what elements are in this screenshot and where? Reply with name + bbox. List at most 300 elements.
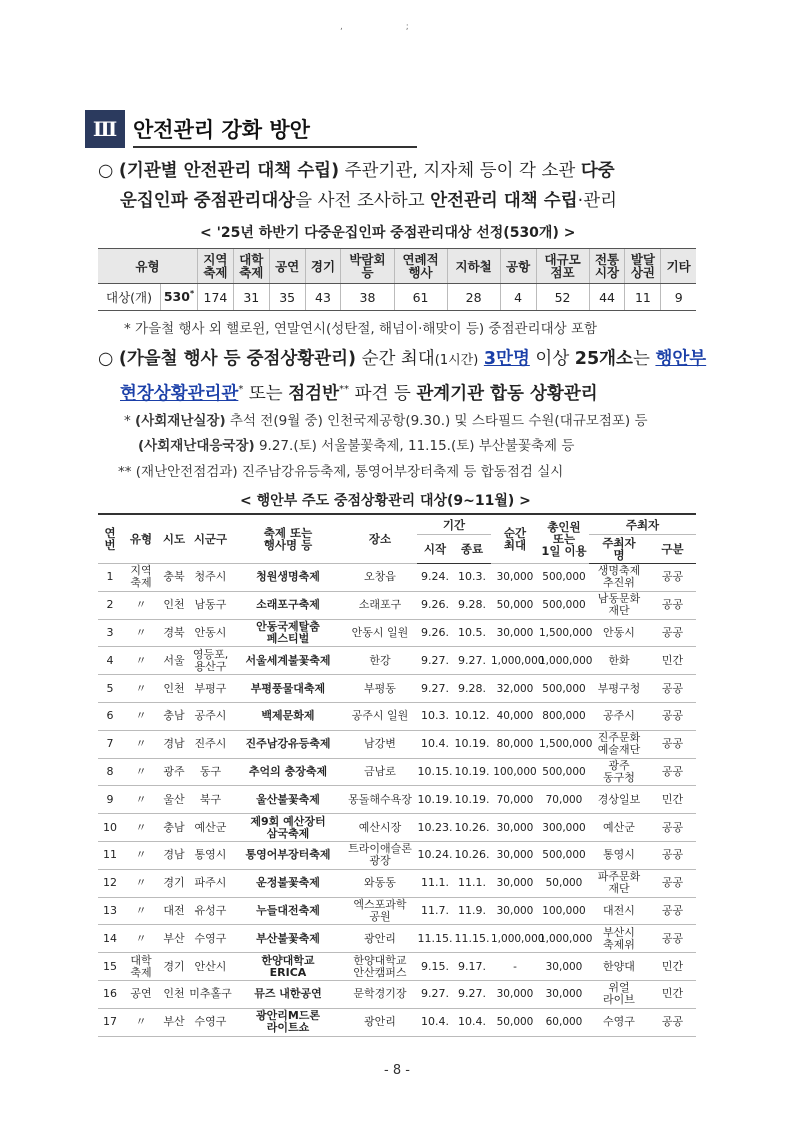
cell-start: 11.15. <box>417 925 453 953</box>
cell-event: 운정불꽃축제 <box>233 869 343 897</box>
cell-sido: 광주 <box>160 758 188 786</box>
cell-place: 공주시 일원 <box>343 702 417 730</box>
t1-header-col: 전통 시장 <box>589 249 625 284</box>
cell-start: 10.4. <box>417 1008 453 1036</box>
cell-type: 〃 <box>122 675 160 703</box>
cell-type: 〃 <box>122 925 160 953</box>
cell-place: 남강변 <box>343 730 417 758</box>
cell-type: 〃 <box>122 786 160 814</box>
cell-end: 10.26. <box>453 841 491 869</box>
cell-type: 〃 <box>122 619 160 647</box>
target-count-table <box>98 248 696 311</box>
cell-total: 100,000 <box>539 897 589 925</box>
section-title: 안전관리 강화 방안 <box>133 118 310 142</box>
cell-end: 9.17. <box>453 953 491 981</box>
cell-sigungu: 청주시 <box>188 564 233 592</box>
cell-sigungu: 예산군 <box>188 814 233 842</box>
cell-place: 한양대학교 안산캠퍼스 <box>343 953 417 981</box>
t1-value-cell: 11 <box>625 284 661 311</box>
cell-type: 지역 축제 <box>122 564 160 592</box>
cell-class: 공공 <box>649 1008 696 1036</box>
table-row <box>98 758 696 786</box>
t1-value-cell: 31 <box>233 284 269 311</box>
header-host-name: 주최자 명 <box>589 535 649 564</box>
p2-text-5: 파견 등 <box>349 383 417 404</box>
cell-event: 진주남강유등축제 <box>233 730 343 758</box>
table-1-header-row <box>98 249 696 284</box>
cell-sido: 울산 <box>160 786 188 814</box>
t1-value-cell: 61 <box>394 284 447 311</box>
cell-total: 800,000 <box>539 702 589 730</box>
cell-sigungu: 유성구 <box>188 897 233 925</box>
cell-place: 부평동 <box>343 675 417 703</box>
cell-start: 9.26. <box>417 619 453 647</box>
p2-25: 25개소 <box>574 349 633 369</box>
p1-text: 주관기관, 지자체 등이 각 소관 <box>339 161 581 181</box>
cell-sigungu: 안동시 <box>188 619 233 647</box>
header-end: 종료 <box>453 535 491 564</box>
p2-sup-1: * <box>238 384 244 395</box>
cell-end: 9.27. <box>453 980 491 1008</box>
cell-type: 〃 <box>122 869 160 897</box>
cell-peak: 40,000 <box>491 702 539 730</box>
total-mark: * <box>189 289 195 299</box>
cell-sigungu: 남동구 <box>188 591 233 619</box>
cell-start: 9.15. <box>417 953 453 981</box>
p1-emph-3: 안전관리 대책 수립 <box>430 191 578 211</box>
note-3: ** (재난안전점검과) 진주남강유등축제, 통영어부장터축제 등 합동점검 실시 <box>118 464 564 480</box>
cell-event: 추억의 충장축제 <box>233 758 343 786</box>
cell-peak: 50,000 <box>491 591 539 619</box>
table-row <box>98 1008 696 1036</box>
p1-emph-2: 운집인파 중점관리대상 <box>120 191 296 211</box>
cell-total: 1,000,000 <box>539 647 589 675</box>
cell-total: 1,500,000 <box>539 730 589 758</box>
t1-header-col: 공연 <box>269 249 305 284</box>
table-row <box>98 897 696 925</box>
header-period: 기간 <box>417 514 491 535</box>
cell-type: 〃 <box>122 702 160 730</box>
cell-sigungu: 수영구 <box>188 925 233 953</box>
cell-end: 11.1. <box>453 869 491 897</box>
p2-heading: (가을철 행사 등 중점상황관리) <box>118 349 356 369</box>
t1-value-cell: 4 <box>500 284 536 311</box>
cell-start: 9.24. <box>417 564 453 592</box>
cell-class: 공공 <box>649 814 696 842</box>
cell-host: 한양대 <box>589 953 649 981</box>
cell-host: 생명축제 추진위 <box>589 564 649 592</box>
cell-place: 엑스포과학 공원 <box>343 897 417 925</box>
page-number: - 8 - <box>384 1063 410 1078</box>
cell-no: 2 <box>98 591 122 619</box>
cell-place: 소래포구 <box>343 591 417 619</box>
cell-start: 9.27. <box>417 980 453 1008</box>
cell-start: 9.26. <box>417 591 453 619</box>
table-row <box>98 786 696 814</box>
cell-total: 500,000 <box>539 758 589 786</box>
p1-heading: (기관별 안전관리 대책 수립) <box>118 161 340 181</box>
cell-sigungu: 동구 <box>188 758 233 786</box>
paragraph-2-line-1 <box>98 344 706 376</box>
header-event: 축제 또는 행사명 등 <box>233 514 343 564</box>
cell-total: 60,000 <box>539 1008 589 1036</box>
cell-peak: 80,000 <box>491 730 539 758</box>
total-value: 530 <box>163 289 190 305</box>
header-sido: 시도 <box>160 514 188 564</box>
cell-no: 15 <box>98 953 122 981</box>
p2-team: 점검반 <box>288 383 339 404</box>
cell-class: 공공 <box>649 675 696 703</box>
cell-sigungu: 공주시 <box>188 702 233 730</box>
cell-no: 13 <box>98 897 122 925</box>
paragraph-1-line-2 <box>120 186 617 217</box>
cell-no: 4 <box>98 647 122 675</box>
cell-event: 소래포구축제 <box>233 591 343 619</box>
cell-host: 통영시 <box>589 841 649 869</box>
cell-total: 70,000 <box>539 786 589 814</box>
cell-no: 10 <box>98 814 122 842</box>
table-row <box>98 869 696 897</box>
cell-sigungu: 파주시 <box>188 869 233 897</box>
cell-event: 광안리M드론 라이트쇼 <box>233 1008 343 1036</box>
table-row <box>98 730 696 758</box>
header-total: 총인원 또는 1일 이용 <box>539 514 589 564</box>
cell-class: 공공 <box>649 730 696 758</box>
header-place: 장소 <box>343 514 417 564</box>
scan-marks: , ; <box>340 22 439 32</box>
note-2-text-2: 9.27.(토) 서울불꽃축제, 11.15.(토) 부산불꽃축제 등 <box>254 438 575 454</box>
t1-header-col: 지하철 <box>447 249 500 284</box>
cell-type: 〃 <box>122 730 160 758</box>
t1-value-cell: 52 <box>536 284 589 311</box>
cell-class: 민간 <box>649 953 696 981</box>
table-row <box>98 675 696 703</box>
note-2-dept-1: (사회재난실장) <box>135 413 226 429</box>
t1-header-col: 경기 <box>305 249 341 284</box>
cell-type: 〃 <box>122 647 160 675</box>
cell-place: 안동시 일원 <box>343 619 417 647</box>
p2-text-4: 또는 <box>243 383 289 404</box>
p2-text-2: 이상 <box>529 349 575 369</box>
header-sigungu: 시군구 <box>188 514 233 564</box>
cell-sido: 충남 <box>160 814 188 842</box>
cell-place: 광안리 <box>343 1008 417 1036</box>
cell-sido: 인천 <box>160 980 188 1008</box>
event-management-table <box>98 513 696 1037</box>
cell-total: 1,000,000 <box>539 925 589 953</box>
cell-type: 〃 <box>122 591 160 619</box>
cell-host: 경상일보 <box>589 786 649 814</box>
cell-host: 예산군 <box>589 814 649 842</box>
cell-peak: 30,000 <box>491 980 539 1008</box>
bullet-circle-2: ○ <box>98 349 114 369</box>
cell-host: 파주문화 재단 <box>589 869 649 897</box>
cell-sido: 경남 <box>160 841 188 869</box>
cell-type: 〃 <box>122 841 160 869</box>
cell-host: 진주문화 예술재단 <box>589 730 649 758</box>
cell-start: 11.7. <box>417 897 453 925</box>
note-1: * 가을철 행사 외 핼로윈, 연말연시(성탄절, 해넘이·해맞이 등) 중점관리대상 포함 <box>124 321 598 337</box>
cell-peak: 50,000 <box>491 1008 539 1036</box>
cell-start: 11.1. <box>417 869 453 897</box>
cell-start: 10.19. <box>417 786 453 814</box>
cell-host: 한화 <box>589 647 649 675</box>
t1-header-col: 기타 <box>661 249 696 284</box>
cell-start: 10.23. <box>417 814 453 842</box>
cell-host: 위얼 라이브 <box>589 980 649 1008</box>
cell-end: 9.28. <box>453 675 491 703</box>
cell-event: 뮤즈 내한공연 <box>233 980 343 1008</box>
cell-end: 10.19. <box>453 758 491 786</box>
cell-peak: 70,000 <box>491 786 539 814</box>
table-1-caption: < '25년 하반기 다중운집인파 중점관리대상 선정(530개) > <box>200 225 576 241</box>
cell-place: 문학경기장 <box>343 980 417 1008</box>
cell-place: 몽돌해수욕장 <box>343 786 417 814</box>
table-2-body <box>98 564 696 1037</box>
p1-text-2: 을 사전 조사하고 <box>295 191 431 211</box>
cell-event: 한양대학교 ERICA <box>233 953 343 981</box>
cell-peak: 30,000 <box>491 564 539 592</box>
p2-30k: 3만명 <box>483 349 530 369</box>
cell-start: 10.3. <box>417 702 453 730</box>
cell-no: 3 <box>98 619 122 647</box>
cell-class: 공공 <box>649 591 696 619</box>
cell-peak: 32,000 <box>491 675 539 703</box>
cell-class: 공공 <box>649 564 696 592</box>
cell-host: 대전시 <box>589 897 649 925</box>
header-peak: 순간 최대 <box>491 514 539 564</box>
cell-place: 트라이애슬론 광장 <box>343 841 417 869</box>
cell-sido: 경기 <box>160 953 188 981</box>
p2-joint: 관계기관 합동 상황관리 <box>416 383 598 404</box>
table-row <box>98 814 696 842</box>
cell-sido: 경남 <box>160 730 188 758</box>
cell-end: 10.5. <box>453 619 491 647</box>
cell-class: 공공 <box>649 758 696 786</box>
cell-sido: 충북 <box>160 564 188 592</box>
cell-no: 9 <box>98 786 122 814</box>
cell-place: 금남로 <box>343 758 417 786</box>
cell-total: 30,000 <box>539 980 589 1008</box>
cell-no: 14 <box>98 925 122 953</box>
cell-sido: 부산 <box>160 925 188 953</box>
cell-event: 백제문화제 <box>233 702 343 730</box>
p1-emph: 다중 <box>580 161 615 181</box>
t1-header-col: 지역 축제 <box>198 249 234 284</box>
cell-sigungu: 안산시 <box>188 953 233 981</box>
cell-sigungu: 통영시 <box>188 841 233 869</box>
cell-host: 광주 동구청 <box>589 758 649 786</box>
p2-text: 순간 최대 <box>356 349 435 369</box>
p2-sup-2: ** <box>339 384 349 395</box>
cell-host: 수영구 <box>589 1008 649 1036</box>
cell-class: 공공 <box>649 897 696 925</box>
cell-place: 예산시장 <box>343 814 417 842</box>
cell-peak: 30,000 <box>491 841 539 869</box>
t1-value-cell: 174 <box>198 284 234 311</box>
cell-peak: 100,000 <box>491 758 539 786</box>
table-1-data-row <box>98 284 696 311</box>
row-label: 대상(개) <box>98 284 161 311</box>
cell-peak: 30,000 <box>491 814 539 842</box>
cell-no: 16 <box>98 980 122 1008</box>
cell-end: 9.27. <box>453 647 491 675</box>
p1-text-3: ·관리 <box>577 191 617 211</box>
cell-type: 〃 <box>122 758 160 786</box>
cell-peak: - <box>491 953 539 981</box>
cell-peak: 1,000,000 <box>491 925 539 953</box>
p2-mois: 행안부 <box>655 349 707 369</box>
cell-total: 1,500,000 <box>539 619 589 647</box>
table-row <box>98 925 696 953</box>
cell-host: 공주시 <box>589 702 649 730</box>
cell-no: 12 <box>98 869 122 897</box>
cell-total: 50,000 <box>539 869 589 897</box>
cell-place: 와동동 <box>343 869 417 897</box>
cell-end: 10.3. <box>453 564 491 592</box>
cell-end: 11.15. <box>453 925 491 953</box>
table-row <box>98 841 696 869</box>
bullet-circle: ○ <box>98 161 114 181</box>
paragraph-2-line-2 <box>120 374 598 410</box>
cell-sido: 충남 <box>160 702 188 730</box>
section-underline <box>133 146 417 148</box>
cell-sido: 경북 <box>160 619 188 647</box>
header-host: 주최자 <box>589 514 696 535</box>
t1-value-cell: 35 <box>269 284 305 311</box>
cell-event: 울산불꽃축제 <box>233 786 343 814</box>
section-number: Ⅲ <box>85 110 125 148</box>
note-2-dept-2: (사회재난대응국장) <box>138 438 255 454</box>
cell-total: 500,000 <box>539 591 589 619</box>
t1-header-col: 대학 축제 <box>233 249 269 284</box>
t1-value-cell: 44 <box>589 284 625 311</box>
cell-total: 500,000 <box>539 564 589 592</box>
cell-total: 500,000 <box>539 841 589 869</box>
cell-event: 제9회 예산장터 삼국축제 <box>233 814 343 842</box>
p2-officer: 현장상황관리관 <box>120 383 239 404</box>
cell-end: 10.12. <box>453 702 491 730</box>
table-row <box>98 591 696 619</box>
table-row <box>98 564 696 592</box>
cell-total: 500,000 <box>539 675 589 703</box>
cell-type: 〃 <box>122 1008 160 1036</box>
cell-place: 한강 <box>343 647 417 675</box>
note-2-line-2 <box>138 434 574 454</box>
cell-sido: 서울 <box>160 647 188 675</box>
cell-host: 부평구청 <box>589 675 649 703</box>
cell-sigungu: 영등포, 용산구 <box>188 647 233 675</box>
cell-total: 30,000 <box>539 953 589 981</box>
cell-end: 10.4. <box>453 1008 491 1036</box>
p2-paren: (1시간) <box>434 353 479 368</box>
cell-host: 남동문화 재단 <box>589 591 649 619</box>
cell-peak: 30,000 <box>491 897 539 925</box>
cell-no: 1 <box>98 564 122 592</box>
cell-class: 민간 <box>649 980 696 1008</box>
table-row <box>98 647 696 675</box>
cell-no: 6 <box>98 702 122 730</box>
cell-event: 청원생명축제 <box>233 564 343 592</box>
table-2-header-row-1 <box>98 514 696 535</box>
cell-no: 7 <box>98 730 122 758</box>
cell-class: 공공 <box>649 869 696 897</box>
cell-sido: 부산 <box>160 1008 188 1036</box>
header-no: 연 번 <box>98 514 122 564</box>
table-row <box>98 702 696 730</box>
cell-sido: 대전 <box>160 897 188 925</box>
total-cell <box>161 284 198 311</box>
cell-sido: 인천 <box>160 591 188 619</box>
cell-class: 민간 <box>649 786 696 814</box>
cell-type: 〃 <box>122 897 160 925</box>
t1-header-col: 공항 <box>500 249 536 284</box>
cell-start: 10.24. <box>417 841 453 869</box>
header-start: 시작 <box>417 535 453 564</box>
note-2-line-1 <box>124 409 648 429</box>
p2-text-3: 는 <box>632 349 656 369</box>
cell-event: 누들대전축제 <box>233 897 343 925</box>
t1-value-cell: 38 <box>341 284 394 311</box>
cell-start: 10.4. <box>417 730 453 758</box>
t1-header-col: 박람회 등 <box>341 249 394 284</box>
cell-class: 공공 <box>649 841 696 869</box>
cell-sigungu: 미추홀구 <box>188 980 233 1008</box>
cell-host: 부산시 축제위 <box>589 925 649 953</box>
cell-event: 통영어부장터축제 <box>233 841 343 869</box>
table-row <box>98 619 696 647</box>
cell-class: 민간 <box>649 647 696 675</box>
cell-sigungu: 수영구 <box>188 1008 233 1036</box>
table-2-caption: < 행안부 주도 중점상황관리 대상(9~11월) > <box>240 493 531 509</box>
cell-sigungu: 진주시 <box>188 730 233 758</box>
cell-peak: 1,000,000 <box>491 647 539 675</box>
cell-host: 안동시 <box>589 619 649 647</box>
cell-no: 5 <box>98 675 122 703</box>
t1-value-cell: 9 <box>661 284 696 311</box>
cell-class: 공공 <box>649 619 696 647</box>
cell-event: 안동국제탈춤 페스티벌 <box>233 619 343 647</box>
cell-event: 부평풍물대축제 <box>233 675 343 703</box>
t1-value-cell: 43 <box>305 284 341 311</box>
note-2-mark: * <box>124 413 136 429</box>
cell-peak: 30,000 <box>491 619 539 647</box>
cell-end: 10.19. <box>453 786 491 814</box>
cell-type: 〃 <box>122 814 160 842</box>
t1-header-col: 연례적 행사 <box>394 249 447 284</box>
cell-start: 9.27. <box>417 647 453 675</box>
cell-start: 10.15. <box>417 758 453 786</box>
cell-type: 대학 축제 <box>122 953 160 981</box>
cell-class: 공공 <box>649 925 696 953</box>
table-row <box>98 980 696 1008</box>
cell-sigungu: 북구 <box>188 786 233 814</box>
cell-sido: 경기 <box>160 869 188 897</box>
cell-sigungu: 부평구 <box>188 675 233 703</box>
header-type: 유형 <box>122 514 160 564</box>
t1-header-col: 발달 상권 <box>625 249 661 284</box>
cell-sido: 인천 <box>160 675 188 703</box>
cell-class: 공공 <box>649 702 696 730</box>
cell-place: 오창읍 <box>343 564 417 592</box>
paragraph-1-line-1 <box>98 156 615 187</box>
cell-end: 10.26. <box>453 814 491 842</box>
t1-value-cell: 28 <box>447 284 500 311</box>
cell-start: 9.27. <box>417 675 453 703</box>
cell-end: 9.28. <box>453 591 491 619</box>
cell-no: 17 <box>98 1008 122 1036</box>
cell-end: 11.9. <box>453 897 491 925</box>
